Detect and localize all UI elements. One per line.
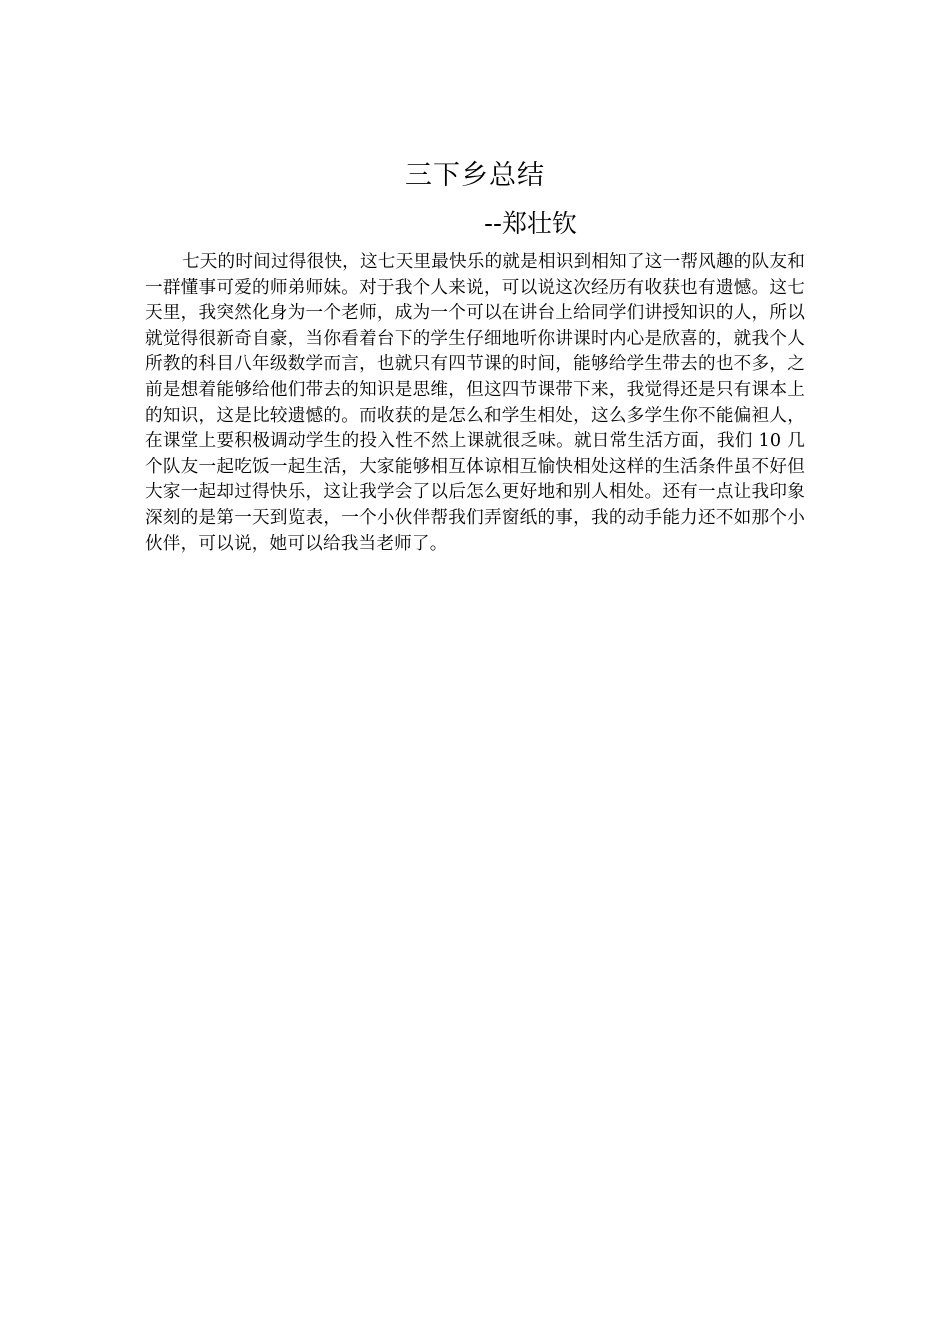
body-paragraph: 七天的时间过得很快，这七天里最快乐的就是相识到相知了这一帮风趣的队友和一群懂事可爱的师弟师妹。对于我个人来说，可以说这次经历有收获也有遗憾。这七天里，我突然化身为一个老师，成为一个可以在讲台上给同学们讲授知识的人，所以就觉得很新奇自豪，当你看着台下的学生仔细地听你讲课时内心是欣喜的，就我个人所教的科目八年级数学而言，也就只有四节课的时间，能够给学生带去的也不多，之前是想着能够给他们带去的知识是思维，但这四节课带下来，我觉得还是只有课本上的知识，这是比较遗憾的。而收获的是怎么和学生相处，这么多学生你不能偏袒人，在课堂上要积极调动学生的投入性不然上课就很乏味。就日常生活方面，我们 10 几个队友一起吃饭一起生活，大家能够相互体谅相互愉快相处这样的生活条件虽不好但大家一起却过得快乐，这让我学会了以后怎么更好地和别人相处。还有一点让我印象深刻的是第一天到览表，一个小伙伴帮我们弄窗纸的事，我的动手能力还不如那个小伙伴，可以说，她可以给我当老师了。 xyxy=(145,252,805,554)
document-title: 三下乡总结 xyxy=(405,160,545,191)
document-author: --郑壮钦 xyxy=(484,209,578,238)
